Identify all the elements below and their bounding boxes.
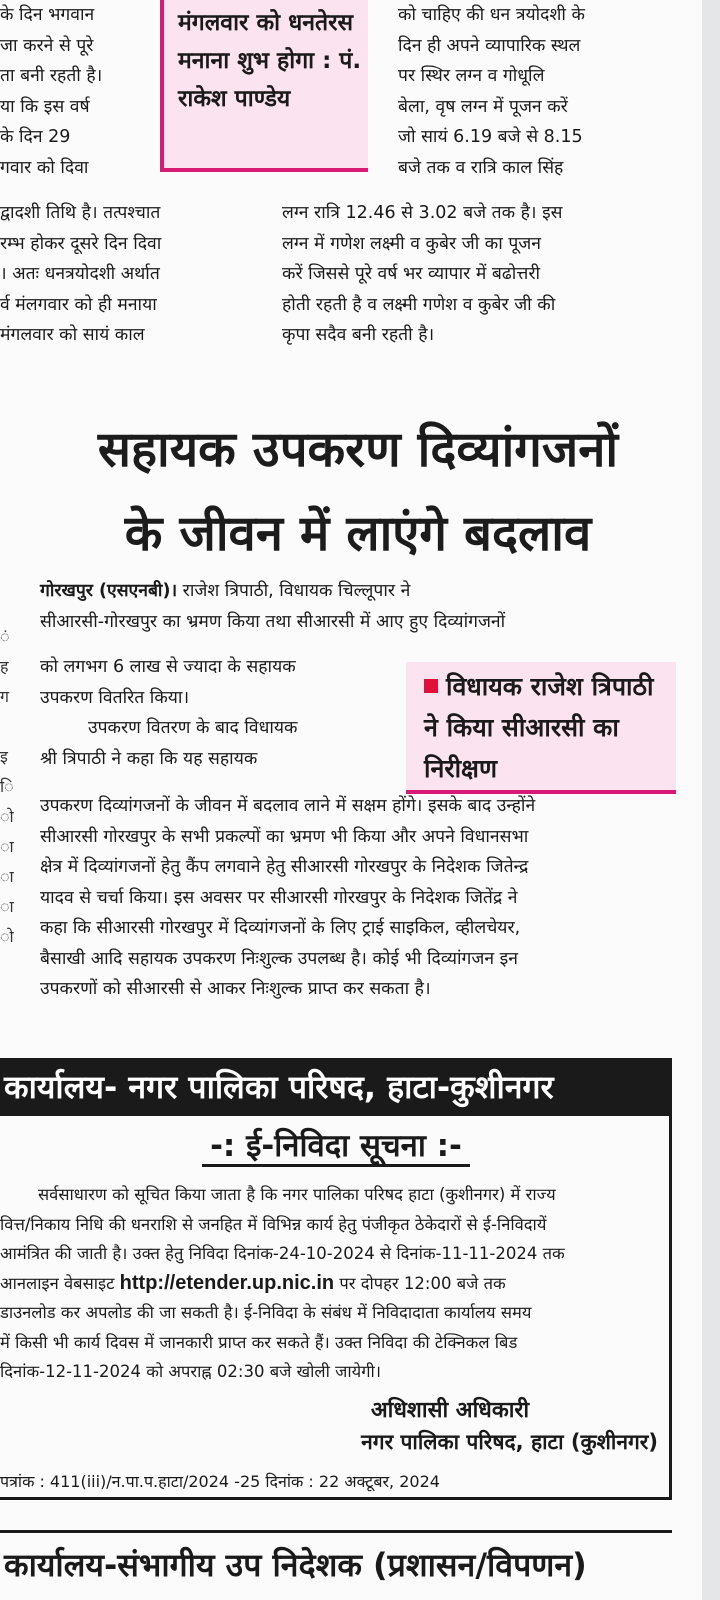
glyph: ि	[0, 777, 14, 796]
mid-right-column	[282, 198, 662, 351]
text-line: मंगलवार को सायं काल	[0, 325, 145, 345]
text-line: आमंत्रित की जाती है। उक्त हेतु निविदा दिनांक-24-10-2024 से दिनांक-11-11-2024 तक	[0, 1244, 565, 1263]
text-line: रम्भ होकर दूसरे दिन दिवा	[0, 233, 162, 254]
text-line: होती रहती है व लक्ष्मी गणेश व कुबेर जी की	[282, 294, 556, 315]
text-line: जा करने से पूरे	[0, 35, 94, 56]
text-line: र्व मंलगवार को ही मनाया	[0, 294, 157, 315]
glyph: ा	[0, 837, 14, 856]
top-callout-box	[160, 0, 368, 172]
signatory-title: अधिशासी अधिकारी	[370, 1398, 530, 1423]
headline-line: के जीवन में लाएंगे बदलाव	[124, 505, 592, 562]
glyph: ग	[0, 687, 10, 706]
text-line: पर स्थिर लग्न व गोधूलि	[398, 66, 545, 86]
text-line: बैसाखी आदि सहायक उपकरण निःशुल्क उपलब्ध है। कोई भी दिव्यांगजन इन	[40, 948, 518, 969]
glyph: ा	[0, 897, 14, 916]
text-line: लग्न रात्रि 12.46 से 3.02 बजे तक है। इस	[282, 203, 563, 223]
page-edge	[702, 0, 720, 1600]
top-left-column	[0, 0, 150, 183]
article-body-narrow	[40, 652, 380, 774]
next-notice-header: कार्यालय-संभागीय उप निदेशक (प्रशासन/विपणन)	[0, 1530, 672, 1600]
text-line: सीआरसी-गोरखपुर का भ्रमण किया तथा सीआरसी में आए हुए दिव्यांगजनों	[40, 611, 506, 632]
text-line: को लगभग 6 लाख से ज्यादा के सहायक	[40, 657, 296, 677]
glyph: ह	[0, 657, 9, 676]
article-lead-line	[40, 576, 668, 607]
text-line: वित्त/निकाय निधि की धनराशि से जनहित में विभिन्न कार्य हेतु पंजीकृत ठेकेदारों से ई-निविदायें	[0, 1214, 547, 1234]
article-body-top	[40, 576, 668, 637]
glyph	[0, 712, 8, 742]
text-line: ता बनी रहती है।	[0, 66, 103, 86]
text-line: क्षेत्र में दिव्यांगजनों हेतु कैंप लगवाने हेतु सीआरसी गोरखपुर के निदेशक जितेन्द्र	[40, 857, 529, 877]
text-line: करें जिससे पूरे वर्ष भर व्यापार में बढोत्तरी	[282, 264, 541, 284]
text-line: उपकरण वितरित किया।	[40, 687, 190, 708]
text-line: डाउनलोड कर अपलोड की जा सकती है। ई-निविदा के संबंध में निविदादाता कार्यालय समय	[0, 1303, 532, 1322]
text-line: सीआरसी गोरखपुर के सभी प्रकल्पों का भ्रमण भी किया और अपने विधानसभा	[40, 826, 529, 847]
cropped-left-column	[0, 622, 14, 952]
text-line: सर्वसाधारण को सूचित किया जाता है कि नगर पालिका परिषद हाटा (कुशीनगर) में राज्य	[38, 1185, 556, 1204]
headline-line: सहायक उपकरण दिव्यांगजनों	[97, 421, 619, 478]
text-line: में किसी भी कार्य दिवस में जानकारी प्राप्त कर सकते हैं। उक्त निविदा की टेक्निकल बिड	[0, 1332, 518, 1352]
tender-url: http://etender.up.nic.in	[119, 1271, 335, 1294]
mid-left-column	[0, 198, 240, 351]
article-callout-box	[406, 662, 676, 794]
text-line: द्वादशी तिथि है। तत्पश्चात	[0, 203, 161, 223]
dateline: गोरखपुर (एसएनबी)।	[40, 581, 178, 601]
text-line: दिन ही अपने व्यापारिक स्थल	[398, 35, 581, 56]
article-headline	[40, 408, 676, 576]
text-line: उपकरण वितरण के बाद विधायक	[88, 718, 298, 738]
text-line: बजे तक व रात्रि काल सिंह	[398, 157, 564, 178]
text-line: श्री त्रिपाठी ने कहा कि यह सहायक	[40, 748, 258, 769]
notice-body	[0, 1180, 660, 1387]
glyph: ो	[0, 927, 14, 946]
text-line: कृपा सदैव बनी रहती है।	[282, 325, 435, 345]
text-line: या कि इस वर्ष	[0, 96, 90, 117]
text-line: यादव से चर्चा किया। इस अवसर पर सीआरसी गोरखपुर के निदेशक जितेंद्र ने	[40, 887, 518, 908]
notice-title: -: ई-निविदा सूचना :-	[0, 1124, 672, 1168]
bullet-square-icon	[424, 679, 438, 693]
text-line: जो सायं 6.19 बजे से 8.15	[398, 127, 583, 147]
text-line: गवार को दिवा	[0, 157, 89, 178]
text-line: के दिन भगवान	[0, 5, 95, 25]
text-line: दिनांक-12-11-2024 को अपराह्न 02:30 बजे खोली जायेगी।	[0, 1362, 382, 1381]
glyph: ो	[0, 807, 14, 826]
glyph: ं	[0, 627, 10, 646]
text-line: । अतः धनत्रयोदशी अर्थात	[0, 264, 160, 284]
text-line: को चाहिए की धन त्रयोदशी के	[398, 5, 585, 25]
notice-reference: पत्रांक : 411(iii)/न.पा.प.हाटा/2024 -25 दिनांक : 22 अक्टूबर, 2024	[0, 1472, 440, 1491]
text-line: बेला, वृष लग्न में पूजन करें	[398, 96, 568, 117]
text-line: कहा कि सीआरसी गोरखपुर में दिव्यांगजनों के लिए ट्राई साइकिल, व्हीलचेयर,	[40, 918, 521, 938]
text-line: के दिन 29	[0, 127, 71, 147]
article-body-wide	[40, 791, 668, 1005]
signatory-office: नगर पालिका परिषद, हाटा (कुशीनगर)	[361, 1430, 658, 1454]
text-line: उपकरणों को सीआरसी से आकर निःशुल्क प्राप्त कर सकता है।	[40, 979, 431, 999]
article-callout-text: विधायक राजेश त्रिपाठी ने किया सीआरसी का निरीक्षण	[424, 672, 654, 783]
notice-header: कार्यालय- नगर पालिका परिषद, हाटा-कुशीनगर	[0, 1058, 672, 1116]
top-callout-text: मंगलवार को धनतेरस मनाना शुभ होगा : पं. राकेश पाण्डेय	[178, 10, 362, 112]
glyph: इ	[0, 747, 8, 766]
glyph: ा	[0, 867, 14, 886]
text-line: उपकरण दिव्यांगजनों के जीवन में बदलाव लाने में सक्षम होंगे। इसके बाद उन्होंने	[40, 796, 536, 816]
text-line: लग्न में गणेश लक्ष्मी व कुबेर जी का पूजन	[282, 233, 541, 254]
text-line: आनलाइन वेबसाइट http://etender.up.nic.in पर दोपहर 12:00 बजे तक	[0, 1271, 506, 1294]
text-span: राजेश त्रिपाठी, विधायक चिल्लूपार ने	[177, 581, 411, 601]
top-right-column	[398, 0, 662, 183]
